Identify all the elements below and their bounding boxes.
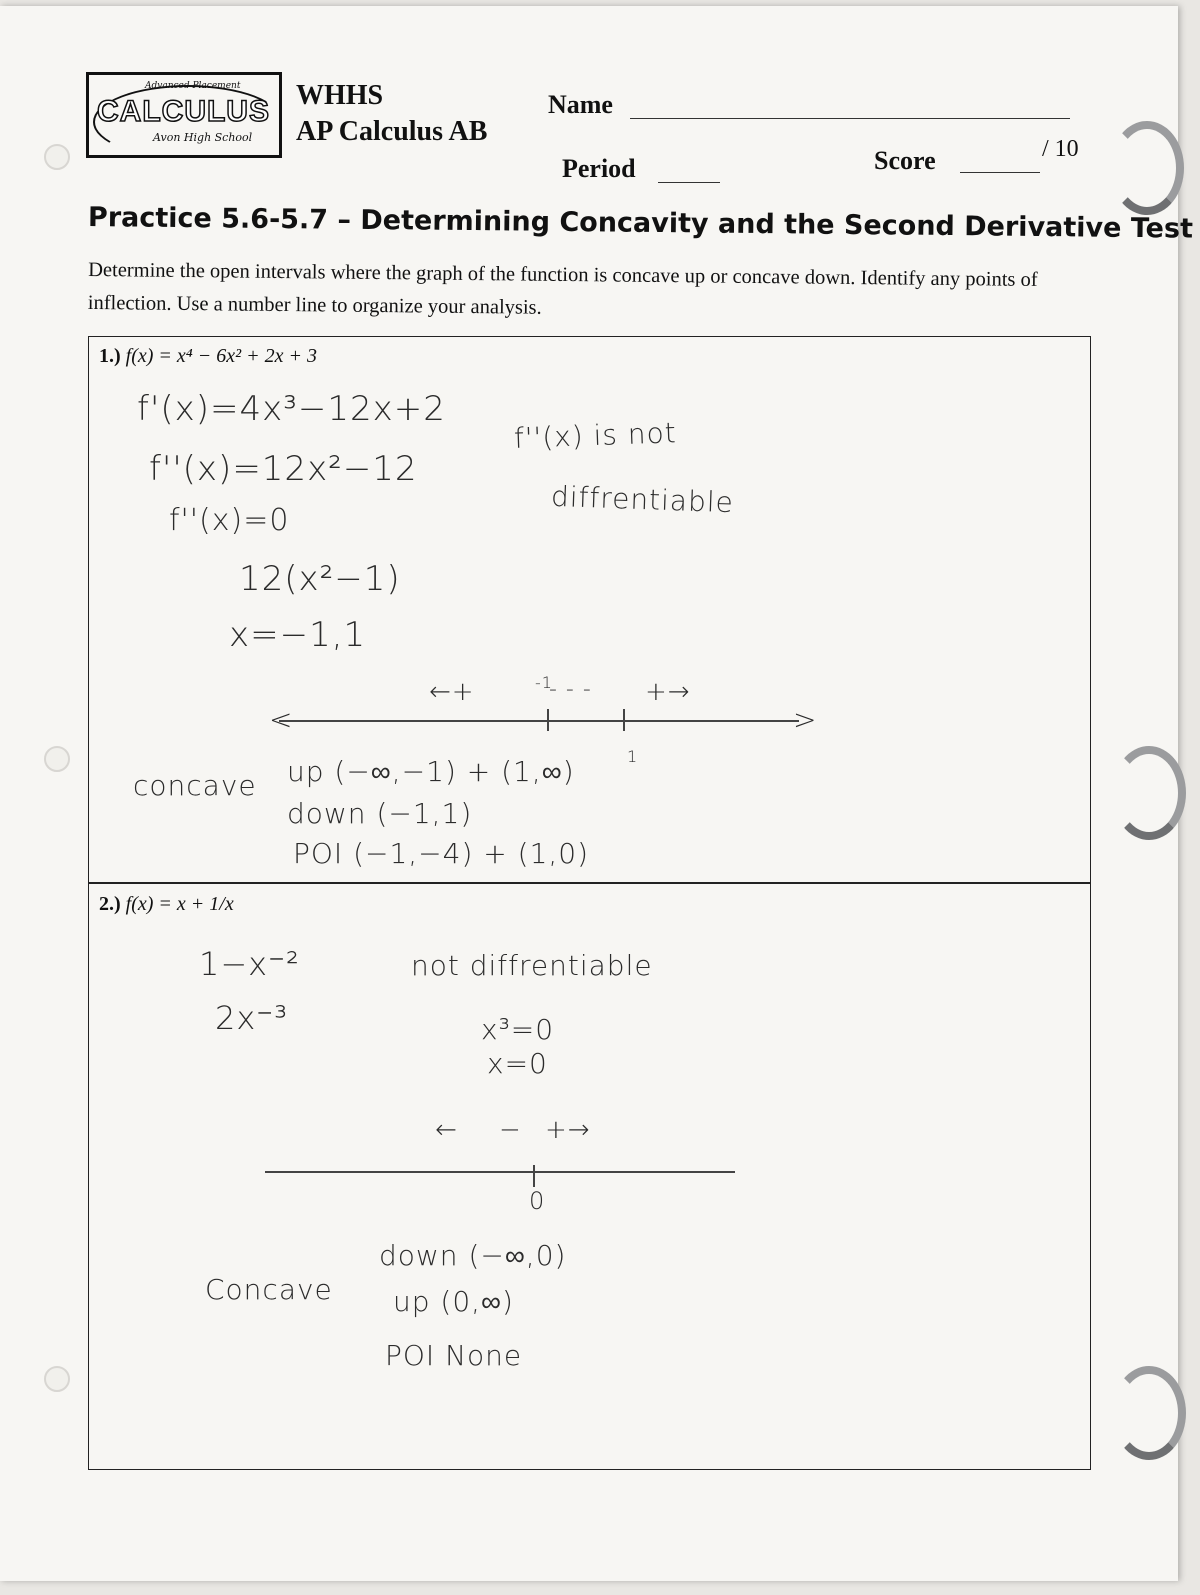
p2-second-derivative: 2x⁻³ bbox=[215, 999, 289, 1037]
p2-sign-right: +→ bbox=[545, 1115, 591, 1145]
p1-sign-middle: - - - bbox=[549, 677, 592, 702]
p1-factored: 12(x²−1) bbox=[239, 559, 401, 599]
p1-side-note-2: diffrentiable bbox=[550, 479, 735, 520]
worksheet-page bbox=[0, 6, 1194, 1581]
problem-1-box bbox=[88, 336, 1091, 884]
course-name: AP Calculus AB bbox=[296, 116, 488, 147]
problem-1-function: f(x) = x⁴ − 6x² + 2x + 3 bbox=[125, 345, 317, 367]
p2-sign-middle: − bbox=[499, 1115, 522, 1145]
punch-hole-top bbox=[44, 144, 70, 170]
logo-top-text: Advanced Placement bbox=[145, 81, 241, 91]
logo-bottom-text: Avon High School bbox=[153, 131, 253, 144]
p1-poi: POI (−1,−4) + (1,0) bbox=[293, 837, 590, 870]
p1-sign-left: ←+ bbox=[429, 677, 475, 707]
p2-side-note: not diffrentiable bbox=[411, 949, 653, 982]
p2-concave-word: Concave bbox=[205, 1273, 333, 1306]
p1-number-line bbox=[279, 720, 799, 722]
school-name: WHHS bbox=[296, 80, 384, 111]
p2-tick-label-0: 0 bbox=[529, 1187, 546, 1215]
p2-number-line bbox=[265, 1171, 735, 1173]
p1-tick-label-1: 1 bbox=[627, 747, 639, 766]
p2-eq2: x=0 bbox=[487, 1047, 548, 1080]
p2-poi: POI None bbox=[385, 1339, 523, 1372]
binder-ring-top bbox=[1110, 121, 1184, 215]
p2-sign-left: ← bbox=[435, 1115, 458, 1145]
p1-side-note-1: f''(x) is not bbox=[513, 416, 678, 455]
problem-2-function: f(x) = x + 1/x bbox=[125, 893, 234, 915]
p1-concave-word: concave bbox=[133, 769, 257, 802]
period-field[interactable] bbox=[658, 182, 720, 183]
p1-tick-1 bbox=[623, 709, 625, 731]
problem-2-label bbox=[99, 893, 234, 916]
p2-first-derivative: 1−x⁻² bbox=[199, 945, 300, 983]
period-label: Period bbox=[562, 154, 636, 183]
name-label: Name bbox=[548, 90, 613, 119]
punch-hole-middle bbox=[44, 746, 70, 772]
p1-roots: x=−1,1 bbox=[229, 615, 367, 655]
page-title: Practice 5.6-5.7 – Determining Concavity and the Second Derivative Test bbox=[87, 202, 1194, 245]
p1-second-derivative: f''(x)=12x²−12 bbox=[149, 449, 418, 489]
p1-arrow-left-icon: < bbox=[269, 703, 294, 736]
instructions: Determine the open intervals where the graph of the function is concave up or concave down. Identify any points of inflection. Use a number line to organize your analysis. bbox=[87, 259, 1038, 319]
p1-first-derivative: f'(x)=4x³−12x+2 bbox=[137, 389, 446, 429]
p2-eq1: x³=0 bbox=[481, 1013, 555, 1046]
score-total: / 10 bbox=[1042, 136, 1079, 162]
p1-concave-down: down (−1,1) bbox=[287, 797, 473, 830]
problem-1-number: 1.) bbox=[99, 345, 121, 367]
calculus-logo bbox=[86, 72, 282, 158]
p1-arrow-right-icon: > bbox=[793, 703, 818, 736]
p1-tick-label-neg1: -1 bbox=[535, 673, 553, 692]
p1-concave-up: up (−∞,−1) + (1,∞) bbox=[287, 755, 575, 788]
binder-ring-bottom bbox=[1112, 1366, 1186, 1460]
p2-concave-down: down (−∞,0) bbox=[379, 1239, 567, 1272]
p1-tick-neg1 bbox=[547, 709, 549, 731]
problem-1-label bbox=[99, 345, 317, 368]
p1-sign-right: +→ bbox=[645, 677, 691, 707]
p2-concave-up: up (0,∞) bbox=[393, 1285, 514, 1318]
score-field[interactable] bbox=[960, 172, 1040, 173]
problem-2-number: 2.) bbox=[99, 893, 121, 915]
p2-tick-0 bbox=[533, 1165, 535, 1187]
problem-2-box bbox=[88, 882, 1091, 1470]
binder-ring-middle bbox=[1112, 746, 1186, 840]
logo-title: CALCULUS bbox=[97, 95, 270, 128]
score-label: Score bbox=[874, 146, 936, 175]
p1-set-zero: f''(x)=0 bbox=[169, 503, 290, 538]
punch-hole-bottom bbox=[44, 1366, 70, 1392]
name-field[interactable] bbox=[630, 118, 1070, 119]
